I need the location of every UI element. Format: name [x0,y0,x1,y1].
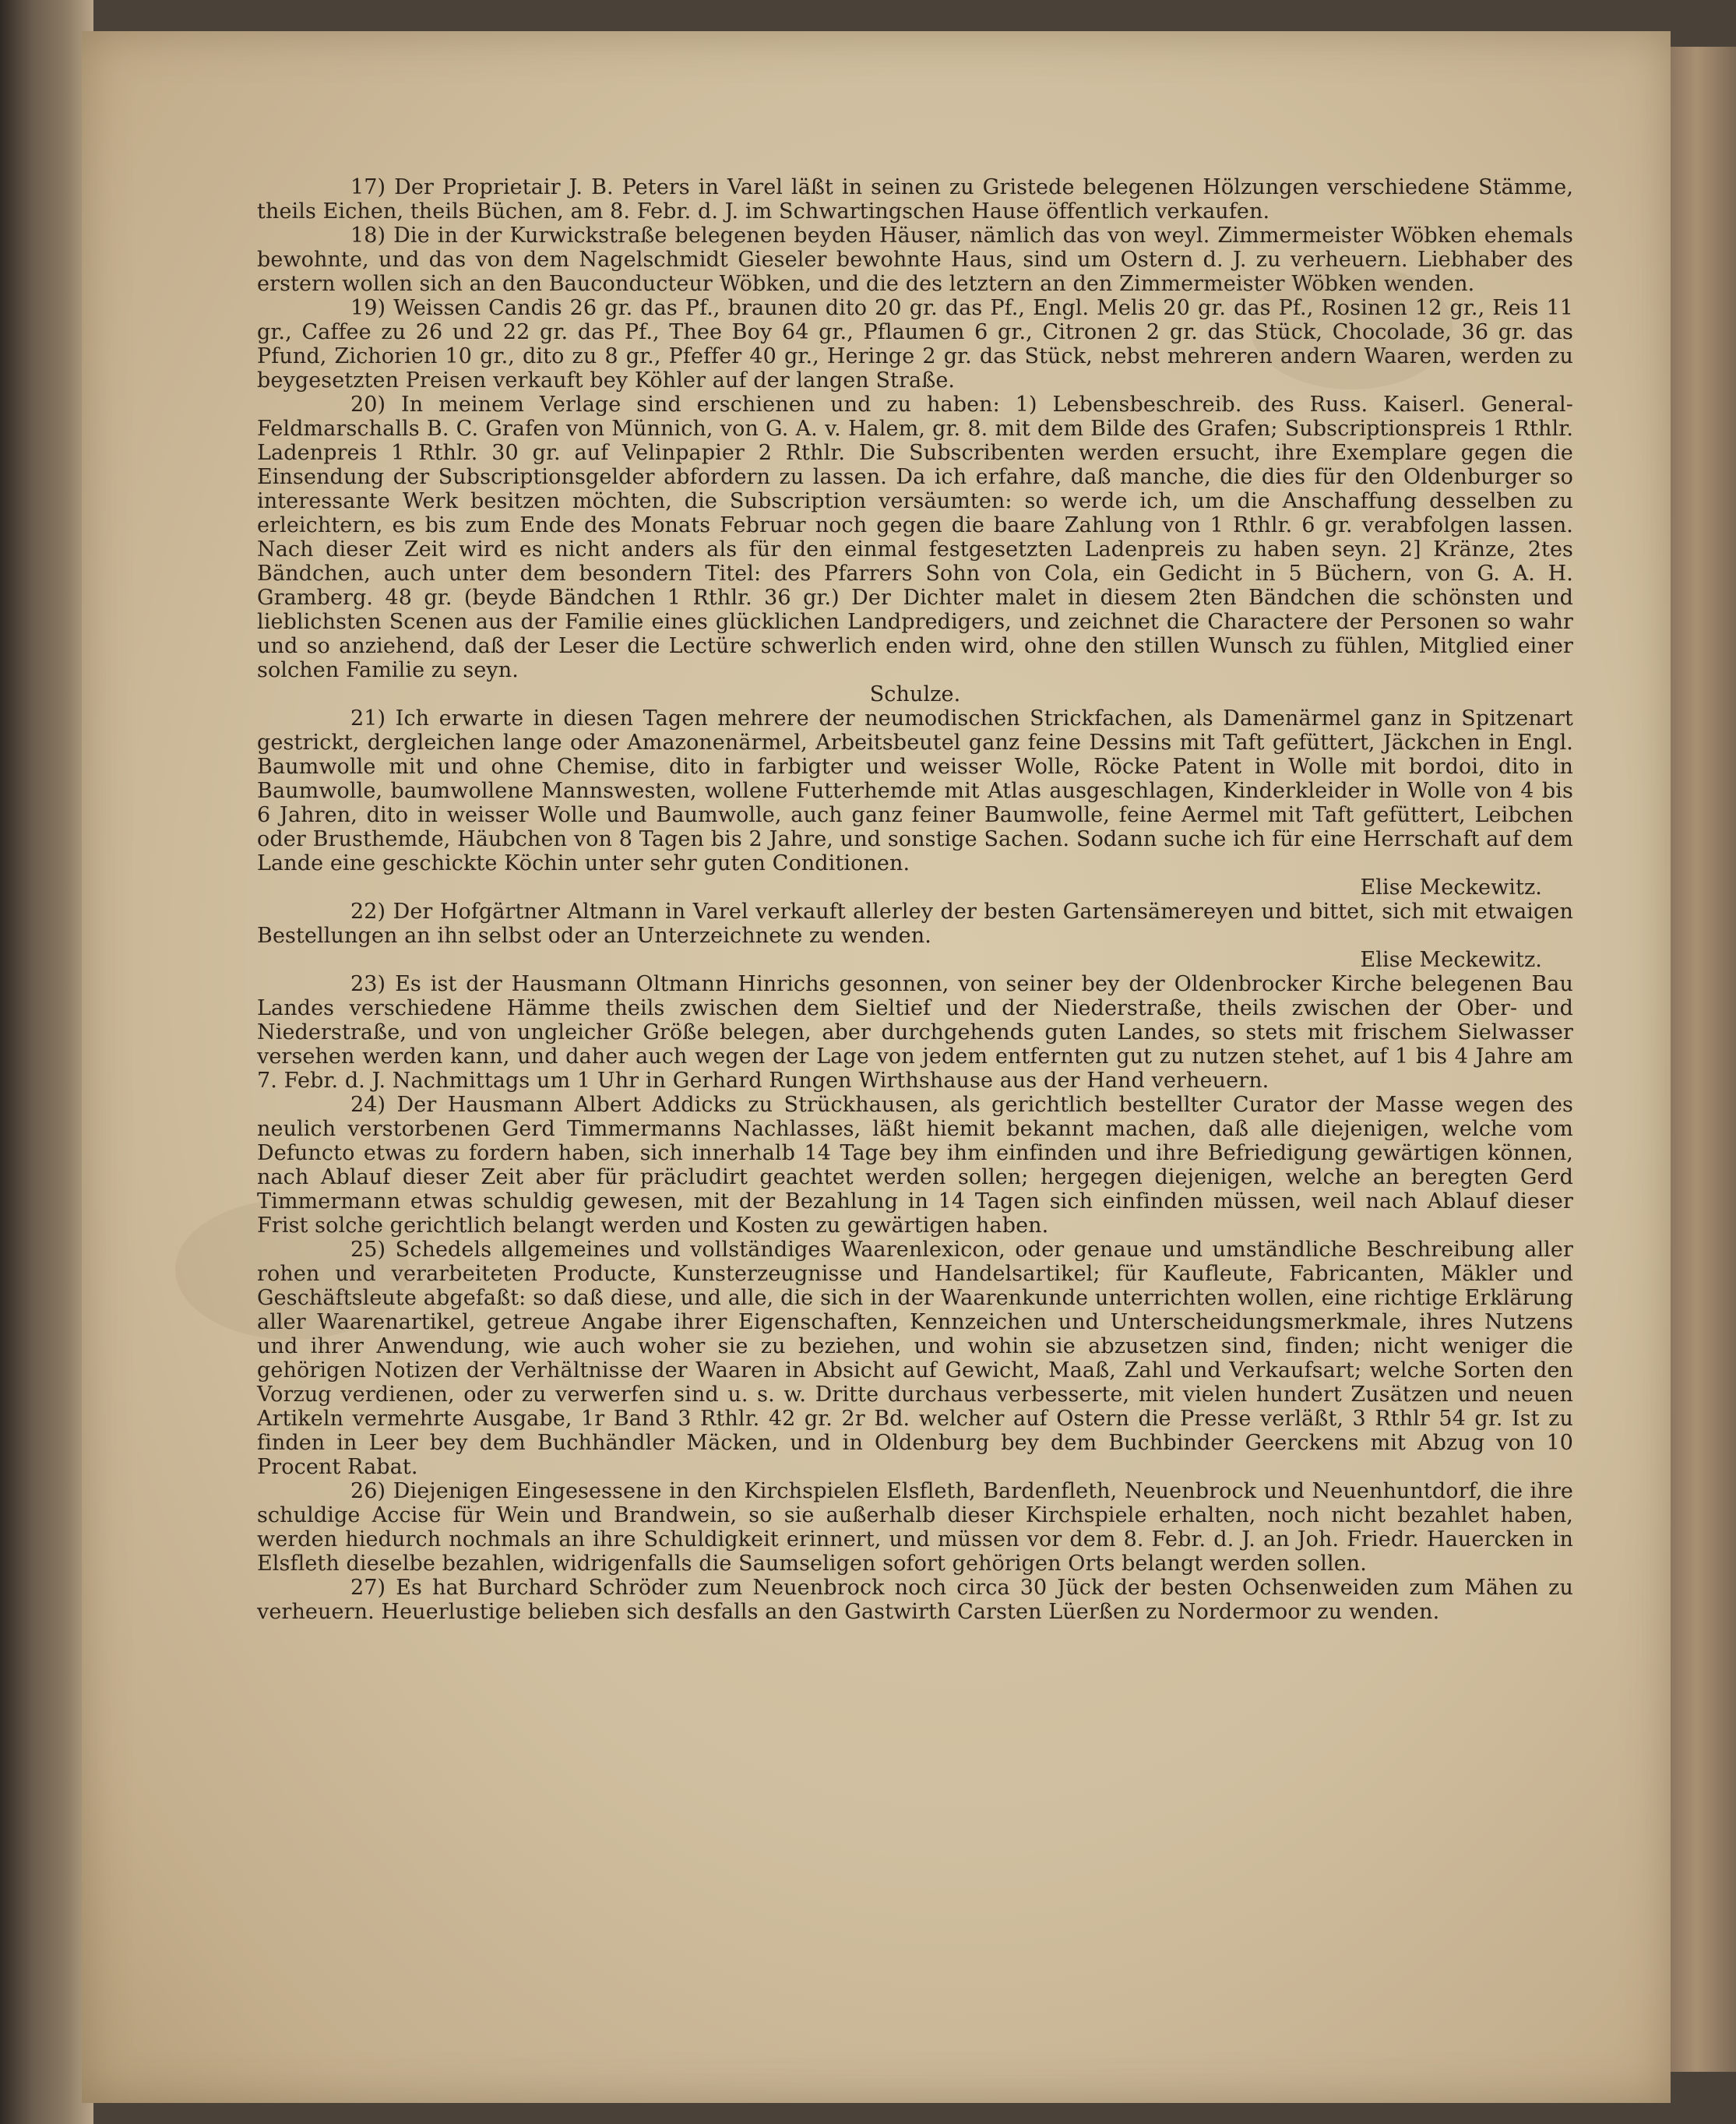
book-right-edge [1671,47,1736,2072]
notice-21-signature: Elise Meckewitz. [1360,875,1542,900]
notice-18: 18) Die in der Kurwickstraße belegenen beyden Häuser, nämlich das von weyl. Zimmermeister Wöbken ehemals bewohnte, und das von dem Nagelschmidt Gieseler bewohnte Haus, sind um Ostern d. J. zu verheuern. Liebhaber des erstern wollen sich an den Bauconducteur Wöbken, und die des letztern an den Zimmermeister Wöbken wenden. [257,224,1573,296]
notice-26: 26) Diejenigen Eingesessene in den Kirchspielen Elsfleth, Bardenfleth, Neuenbrock und Neuenhuntdorf, die ihre schuldige Accise für Wein und Brandwein, so sie außerhalb dieser Kirchspiele erhalten, noch nicht bezahlet haben, werden hiedurch nochmals an ihre Schuldigkeit erinnert, und müssen vor dem 8. Febr. d. J. an Joh. Friedr. Hauercken in Elsfleth dieselbe bezahlen, widrigenfalls die Saumseligen sofort gehörigen Orts belangt werden sollen. [257,1479,1573,1576]
notice-22: 22) Der Hofgärtner Altmann in Varel verkauft allerley der besten Gartensämereyen und bittet, sich mit etwaigen Bestellungen an ihn selbst oder an Unterzeichnete zu wenden. [257,900,1573,948]
notice-25: 25) Schedels allgemeines und vollständiges Waarenlexicon, oder genaue und umständliche Beschreibung aller rohen und verarbeiteten Producte, Kunsterzeugnisse und Handelsartikel; für Kaufleute, Fabricanten, Mäkler und Geschäftsleute abgefaßt: so daß diese, und alle, die sich in der Waarenkunde unterrichten wollen, eine richtige Erklärung aller Waarenartikel, getreue Angabe ihrer Eigenschaften, Kennzeichen und Unterscheidungsmerkmale, ihres Nutzens und ihrer Anwendung, wie auch woher sie zu beziehen, und wohin sie abzusetzen sind, finden; nicht weniger die gehörigen Notizen der Verhältnisse der Waaren in Absicht auf Gewicht, Maaß, Zahl und Verkaufsart; welche Sorten den Vorzug verdienen, oder zu verwerfen sind u. s. w. Dritte durchaus verbesserte, mit vielen hundert Zusätzen und neuen Artikeln vermehrte Ausgabe, 1r Band 3 Rthlr. 42 gr. 2r Bd. welcher auf Ostern die Presse verläßt, 3 Rthlr 54 gr. Ist zu finden in Leer bey dem Buchhändler Mäcken, und in Oldenburg bey dem Buchbinder Geerckens mit Abzug von 10 Procent Rabat. [257,1238,1573,1479]
notice-17: 17) Der Proprietair J. B. Peters in Varel läßt in seinen zu Gristede belegenen Hölzungen verschiedene Stämme, theils Eichen, theils Büchen, am 8. Febr. d. J. im Schwartingschen Hause öffentlich verkaufen. [257,175,1573,224]
notice-23: 23) Es ist der Hausmann Oltmann Hinrichs gesonnen, von seiner bey der Oldenbrocker Kirche belegenen Bau Landes verschiedene Hämme theils zwischen dem Sieltief und der Niederstraße, theils zwischen der Ober- und Niederstraße, und von ungleicher Größe belegen, aber durchgehends guten Landes, so stets mit frischem Sielwasser versehen werden kann, und daher auch wegen der Lage von jedem entfernten gut zu nutzen stehet, auf 1 bis 4 Jahre am 7. Febr. d. J. Nachmittags um 1 Uhr in Gerhard Rungen Wirthshause aus der Hand verheuern. [257,972,1573,1093]
notice-24: 24) Der Hausmann Albert Addicks zu Strückhausen, als gerichtlich bestellter Curator der Masse wegen des neulich verstorbenen Gerd Timmermanns Nachlasses, läßt hiemit bekannt machen, daß alle diejenigen, welche vom Defuncto etwas zu fordern haben, sich innerhalb 14 Tage bey ihm einfinden und ihre Befriedigung gewärtigen können, nach Ablauf dieser Zeit aber für präcludirt geachtet werden sollen; hergegen diejenigen, welche an beregten Gerd Timmermann etwas schuldig gewesen, mit der Bezahlung in 14 Tagen sich einfinden müssen, weil nach Ablauf dieser Frist solche gerichtlich belangt werden und Kosten zu gewärtigen haben. [257,1093,1573,1238]
notice-19: 19) Weissen Candis 26 gr. das Pf., braunen dito 20 gr. das Pf., Engl. Melis 20 gr. das Pf., Rosinen 12 gr., Reis 11 gr., Caffee zu 26 und 22 gr. das Pf., Thee Boy 64 gr., Pflaumen 6 gr., Citronen 2 gr. das Stück, Chocolade, 36 gr. das Pfund, Zichorien 10 gr., dito zu 8 gr., Pfeffer 40 gr., Heringe 2 gr. das Stück, nebst mehreren andern Waaren, werden zu beygesetzten Preisen verkauft bey Köhler auf der langen Straße. [257,296,1573,393]
notice-21: 21) Ich erwarte in diesen Tagen mehrere der neumodischen Strickfachen, als Damenärmel ganz in Spitzenart gestrickt, dergleichen lange oder Amazonenärmel, Arbeitsbeutel ganz feine Dessins mit Taft gefüttert, Jäckchen in Engl. Baumwolle mit und ohne Chemise, dito in farbigter und weisser Wolle, Röcke Patent in Wolle mit bordoi, dito in Baumwolle, baumwollene Mannswesten, wollene Futterhemde mit Atlas ausgeschlagen, Kinderkleider in Wolle von 4 bis 6 Jahren, dito in weisser Wolle und Baumwolle, auch ganz feiner Baumwolle, feine Aermel mit Taft gefüttert, Leibchen oder Brusthemde, Häubchen von 8 Tagen bis 2 Jahre, und sonstige Sachen. Sodann suche ich für eine Herrschaft auf dem Lande eine geschickte Köchin unter sehr guten Conditionen. [257,706,1573,875]
book-left-edge [0,0,93,2124]
notice-20-signature: Schulze. [869,682,961,706]
page-text-block [257,175,1573,1624]
notice-20: 20) In meinem Verlage sind erschienen und zu haben: 1) Lebensbeschreib. des Russ. Kaiserl. General-Feldmarschalls B. C. Grafen von Münnich, von G. A. v. Halem, gr. 8. mit dem Bilde des Grafen; Subscriptionspreis 1 Rthlr. Ladenpreis 1 Rthlr. 30 gr. auf Velinpapier 2 Rthlr. Die Subscribenten werden ersucht, ihre Exemplare gegen die Einsendung der Subscriptionsgelder abfordern zu lassen. Da ich erfahre, daß manche, die dies für den Oldenburger so interessante Werk besitzen möchten, die Subscription versäumten: so werde ich, um die Anschaffung desselben zu erleichtern, es bis zum Ende des Monats Februar noch gegen die baare Zahlung von 1 Rthlr. 6 gr. verabfolgen lassen. Nach dieser Zeit wird es nicht anders als für den einmal festgesetzten Ladenpreis zu haben seyn. 2] Kränze, 2tes Bändchen, auch unter dem besondern Titel: des Pfarrers Sohn von Cola, ein Gedicht in 5 Büchern, von G. A. H. Gramberg. 48 gr. (beyde Bändchen 1 Rthlr. 36 gr.) Der Dichter malet in diesem 2ten Bändchen die schönsten und lieblichsten Scenen aus der Familie eines glücklichen Landpredigers, und zeichnet die Charactere der Personen so wahr und so anziehend, daß der Leser die Lectüre schwerlich enden wird, ohne den stillen Wunsch zu fühlen, Mitglied einer solchen Familie zu seyn. [257,393,1573,682]
notice-27: 27) Es hat Burchard Schröder zum Neuenbrock noch circa 30 Jück der besten Ochsenweiden zum Mähen zu verheuern. Heuerlustige belieben sich desfalls an den Gastwirth Carsten Lüerßen zu Nordermoor zu wenden. [257,1576,1573,1624]
notice-22-signature: Elise Meckewitz. [1360,948,1542,972]
